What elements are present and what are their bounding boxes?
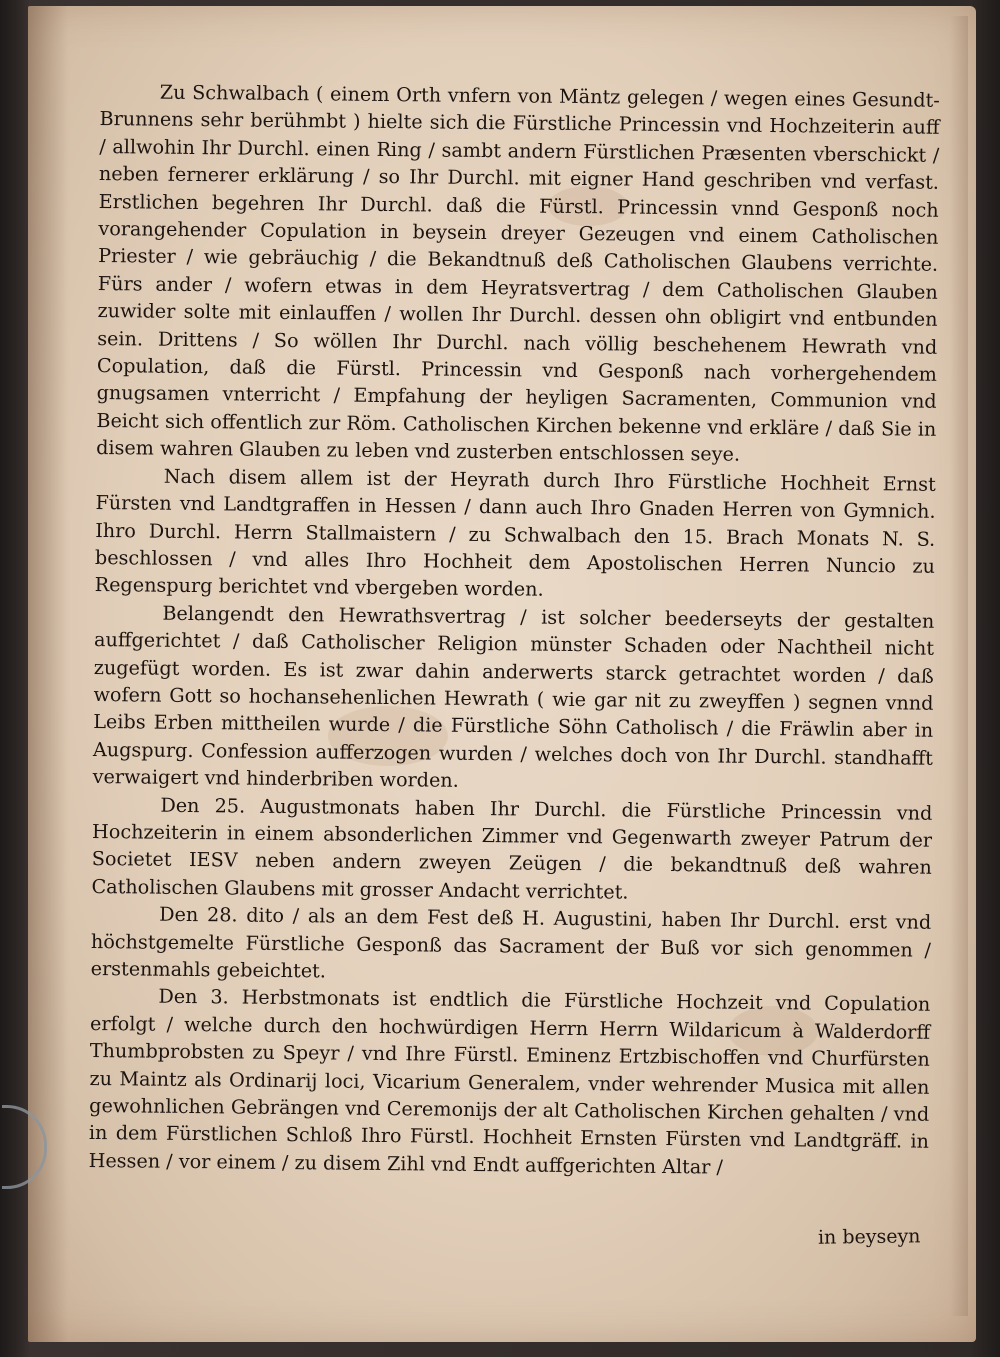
paragraph: Belangendt den Hewrathsvertrag / ist solcher beederseyts der gestalten auffgerichtet / daß Catholischer Religion münster Schaden oder Nachtheil nicht zugefügt worden. Es ist zwar dahin anderwerts starck getrachtet worden / daß wofern Gott so hochansehenlichen Hewrath ( wie gar nit zu zweyffen ) segnen vnnd Leibs Erben mittheilen wurde / die Fürstliche Söhn Catholisch / die Fräwlin aber in Augspurg. Confession aufferzogen wurden / welches doch von Ihr Durchl. standhafft verwaigert vnd hinderbriben worden.: [92, 601, 935, 792]
document-body: [89, 78, 940, 1183]
paragraph: Den 28. dito / als an dem Fest deß H. Augustini, haben Ihr Durchl. erst vnd höchstgemelte Fürstliche Gesponß das Sacrament der Buß vor sich genommen / erstenmahls gebeichtet.: [90, 902, 932, 983]
paragraph: Zu Schwalbach ( einem Orth vnfern von Mäntz gelegen / wegen eines Gesundt-Brunnens sehr berühmbt ) hielte sich die Fürstliche Princessin vnd Hochzeiterin auff / allwohin Ihr Durchl. einen Ring / sambt andern Fürstlichen Præsenten vberschickt / neben fernerer erklärung / so Ihr Durchl. mit eigner Hand geschriben vnd verfast. Erstlichen begehren Ihr Durchl. daß die Fürstl. Princessin vnnd Gesponß noch vorangehender Copulation in beysein dreyer Gezeugen vnd einem Catholischen Priester / wie gebräuchig / die Bekandtnuß deß Catholischen Glaubens verrichte. Fürs ander / wofern etwas in dem Heyratsvertrag / dem Catholischen Glauben zuwider solte mit einlauffen / wollen Ihr Durchl. dessen ohn obligirt vnd entbunden sein. Drittens / So wöllen Ihr Durchl. nach völlig beschehenem Hewrath vnd Copulation, daß die Fürstl. Princessin vnd Gesponß nach vorhergehendem gnugsamen vnterricht / Empfahung der heyligen Sacramenten, Communion vnd Beicht sich offentlich zur Röm. Catholischen Kirchen bekenne vnd erkläre / daß Sie in disem wahren Glauben zu leben vnd zusterben entschlossen seye.: [96, 80, 940, 467]
paragraph: Nach disem allem ist der Heyrath durch Ihro Fürstliche Hochheit Ernst Fürsten vnd Landtgraffen in Hessen / dann auch Ihro Gnaden Herren von Gymnich. Ihro Durchl. Herrn Stallmaistern / zu Schwalbach den 15. Brach Monats N. S. beschlossen / vnd alles Ihro Hochheit dem Apostolischen Herren Nuncio zu Regenspurg berichtet vnd vbergeben worden.: [94, 464, 936, 601]
catchword: in beyseyn: [817, 1225, 921, 1249]
paragraph: Den 25. Augustmonats haben Ihr Durchl. die Fürstliche Princessin vnd Hochzeiterin in einem absonderlichen Zimmer vnd Gegenwarth zweyer Patrum der Societet IESV neben andern zweyen Zeügen / die bekandtnuß deß wahren Catholischen Glaubens mit grosser Andacht verrichtet.: [91, 793, 933, 904]
page-edge: [950, 16, 968, 1316]
paragraph: Den 3. Herbstmonats ist endtlich die Fürstliche Hochzeit vnd Copulation erfolgt / welche durch den hochwürdigen Herrn Herrn Wildaricum à Walderdorff Thumbprobsten zu Speyr / vnd Ihre Fürstl. Eminenz Ertzbischoffen vnd Churfürsten zu Maintz als Ordinarij loci, Vicarium Generalem, vnder wehrender Musica mit allen gewohnlichen Gebrängen vnd Ceremonijs der alt Catholischen Kirchen gehalten / vnd in dem Fürstlichen Schloß Ihro Fürstl. Hochheit Ernsten Fürsten vnd Landtgräff. in Hessen / vor einem / zu disem Zihl vnd Endt auffgerichten Altar /: [88, 985, 931, 1179]
